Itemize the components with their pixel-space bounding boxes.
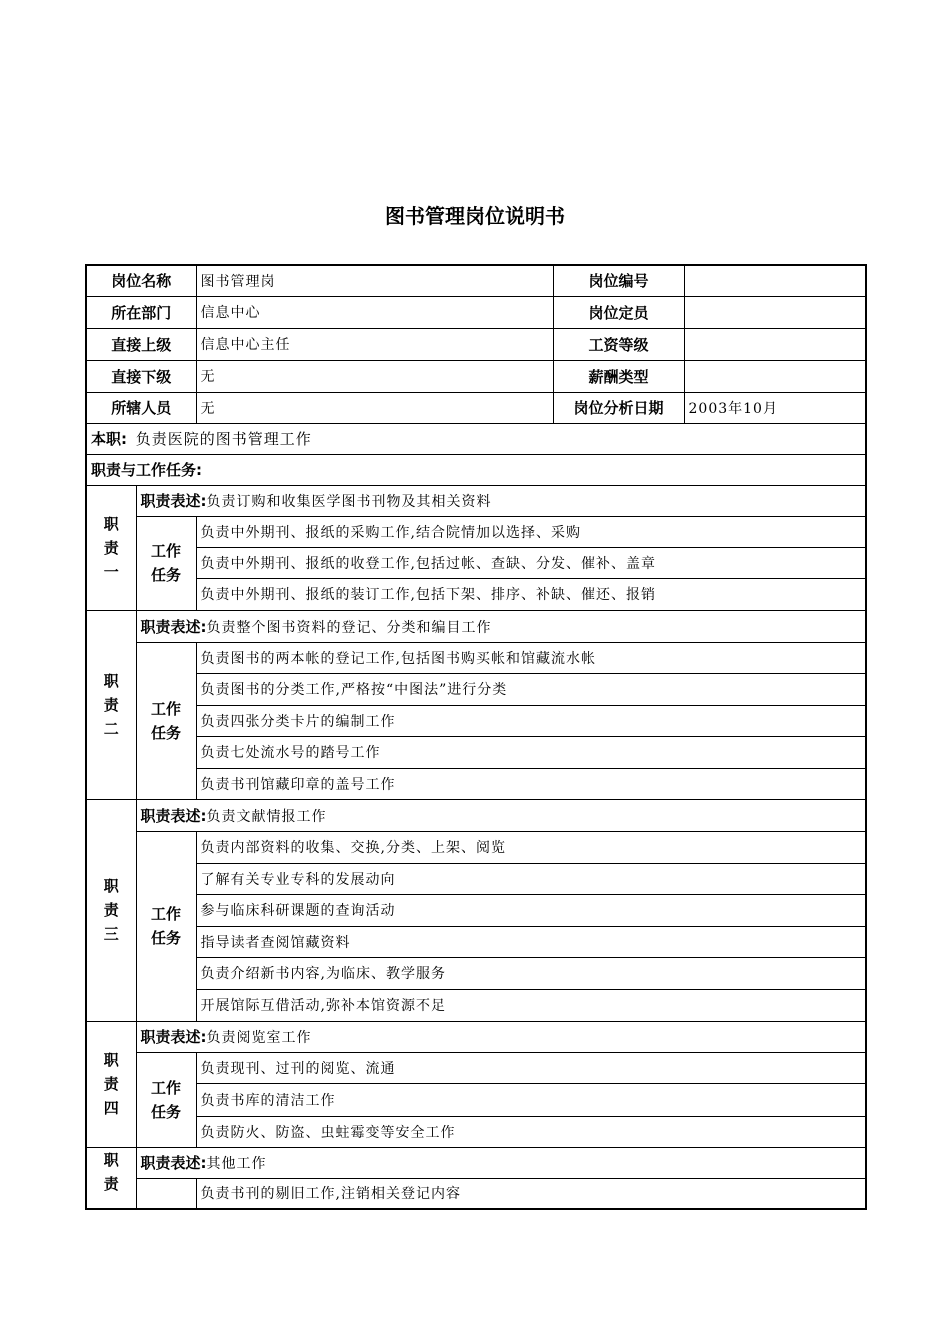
task-item: 负责书刊馆藏印章的盖号工作 <box>196 768 866 799</box>
duty-name <box>86 485 136 610</box>
info-row <box>86 265 866 296</box>
task-row <box>86 516 866 547</box>
task-item: 负责中外期刊、报纸的采购工作,结合院情加以选择、采购 <box>196 516 866 547</box>
info-value: 信息中心 <box>196 296 553 328</box>
role-cell <box>86 423 866 454</box>
info-value <box>684 265 866 296</box>
duty-statement-text: 负责阅览室工作 <box>206 1030 312 1046</box>
task-label-text: 工作任务 <box>150 699 181 742</box>
info-value: 无 <box>196 360 553 392</box>
info-value <box>684 360 866 392</box>
role-text: 负责医院的图书管理工作 <box>135 430 312 448</box>
duty-statement-label: 职责表述: <box>140 1154 207 1172</box>
task-row <box>86 736 866 768</box>
info-value: 图书管理岗 <box>196 265 553 296</box>
task-item: 负责书库的清洁工作 <box>196 1083 866 1116</box>
duty-statement-label: 职责表述: <box>140 806 207 825</box>
task-item: 负责书刊的剔旧工作,注销相关登记内容 <box>196 1178 866 1209</box>
duty-name <box>86 1147 136 1209</box>
info-row <box>86 360 866 392</box>
task-row <box>86 1052 866 1083</box>
task-item: 负责内部资料的收集、交换,分类、上架、阅览 <box>196 831 866 863</box>
duty-name-text: 职责四 <box>103 1051 119 1117</box>
info-row <box>86 328 866 360</box>
info-label: 岗位定员 <box>553 296 684 328</box>
info-label: 工资等级 <box>553 328 684 360</box>
task-row <box>86 926 866 957</box>
info-value <box>684 328 866 360</box>
info-label: 岗位编号 <box>553 265 684 296</box>
duties-header: 职责与工作任务: <box>91 461 202 479</box>
task-row <box>86 1178 866 1209</box>
duty-statement-row <box>86 485 866 516</box>
task-item: 负责图书的分类工作,严格按“中图法”进行分类 <box>196 673 866 705</box>
task-label-text: 工作任务 <box>150 1078 181 1121</box>
duties-header-row <box>86 454 866 485</box>
duty-statement-text: 负责订购和收集医学图书刊物及其相关资料 <box>206 494 492 510</box>
task-row <box>86 547 866 578</box>
task-item: 负责介绍新书内容,为临床、教学服务 <box>196 957 866 989</box>
duty-statement-text: 负责文献情报工作 <box>206 808 327 825</box>
task-label-text: 工作任务 <box>150 542 181 584</box>
task-label-text: 工作任务 <box>150 905 181 947</box>
duty-statement-row <box>86 1021 866 1052</box>
task-row <box>86 642 866 673</box>
duty-name-text: 职责一 <box>103 514 119 581</box>
duty-statement-label: 职责表述: <box>140 492 207 510</box>
info-label: 直接上级 <box>86 328 196 360</box>
info-label: 薪酬类型 <box>553 360 684 392</box>
task-label <box>136 831 196 1021</box>
task-label <box>136 516 196 610</box>
task-label <box>136 642 196 799</box>
role-label: 本职: <box>91 430 127 448</box>
duties-header-cell <box>86 454 866 485</box>
task-row <box>86 705 866 736</box>
task-row <box>86 578 866 610</box>
info-label: 直接下级 <box>86 360 196 392</box>
task-item: 负责中外期刊、报纸的装订工作,包括下架、排序、补缺、催还、报销 <box>196 578 866 610</box>
duty-statement <box>136 1021 866 1052</box>
duty-statement-text: 其他工作 <box>206 1156 267 1172</box>
info-label: 所在部门 <box>86 296 196 328</box>
task-item: 开展馆际互借活动,弥补本馆资源不足 <box>196 989 866 1021</box>
task-row <box>86 894 866 926</box>
duty-statement-label: 职责表述: <box>140 1028 207 1046</box>
info-value: 信息中心主任 <box>196 328 553 360</box>
duty-statement <box>136 610 866 642</box>
task-row <box>86 863 866 894</box>
task-item: 参与临床科研课题的查询活动 <box>196 894 866 926</box>
info-row <box>86 392 866 423</box>
task-row <box>86 957 866 989</box>
task-item: 负责图书的两本帐的登记工作,包括图书购买帐和馆藏流水帐 <box>196 642 866 673</box>
task-row <box>86 831 866 863</box>
task-item: 负责四张分类卡片的编制工作 <box>196 705 866 736</box>
duty-statement <box>136 485 866 516</box>
info-label: 岗位分析日期 <box>553 392 684 423</box>
duty-statement-row <box>86 610 866 642</box>
info-value: 2003年10月 <box>684 392 866 423</box>
task-label <box>136 1052 196 1147</box>
duty-statement-text: 负责整个图书资料的登记、分类和编目工作 <box>206 619 492 636</box>
task-label <box>136 1178 196 1209</box>
duty-statement-row <box>86 1147 866 1178</box>
duty-statement <box>136 1147 866 1178</box>
info-label: 所辖人员 <box>86 392 196 423</box>
task-item: 负责七处流水号的踏号工作 <box>196 736 866 768</box>
task-row <box>86 673 866 705</box>
task-item: 负责现刊、过刊的阅览、流通 <box>196 1052 866 1083</box>
duty-name <box>86 1021 136 1147</box>
page-title: 图书管理岗位说明书 <box>385 204 565 228</box>
info-row <box>86 296 866 328</box>
task-item: 负责防火、防盗、虫蛀霉变等安全工作 <box>196 1116 866 1147</box>
duty-statement-label: 职责表述: <box>140 617 207 636</box>
task-item: 负责中外期刊、报纸的收登工作,包括过帐、查缺、分发、催补、盖章 <box>196 547 866 578</box>
duty-statement <box>136 799 866 831</box>
duty-name <box>86 610 136 799</box>
duty-name <box>86 799 136 1021</box>
task-row <box>86 989 866 1021</box>
duty-name-text: 职责 <box>103 1150 119 1193</box>
job-description-table <box>85 264 867 1210</box>
info-value: 无 <box>196 392 553 423</box>
duty-name-text: 职责二 <box>103 671 119 738</box>
info-label: 岗位名称 <box>86 265 196 296</box>
info-value <box>684 296 866 328</box>
task-row <box>86 1083 866 1116</box>
task-row <box>86 1116 866 1147</box>
task-item: 指导读者查阅馆藏资料 <box>196 926 866 957</box>
task-row <box>86 768 866 799</box>
role-row <box>86 423 866 454</box>
task-item: 了解有关专业专科的发展动向 <box>196 863 866 894</box>
duty-name-text: 职责三 <box>103 877 119 943</box>
duty-statement-row <box>86 799 866 831</box>
